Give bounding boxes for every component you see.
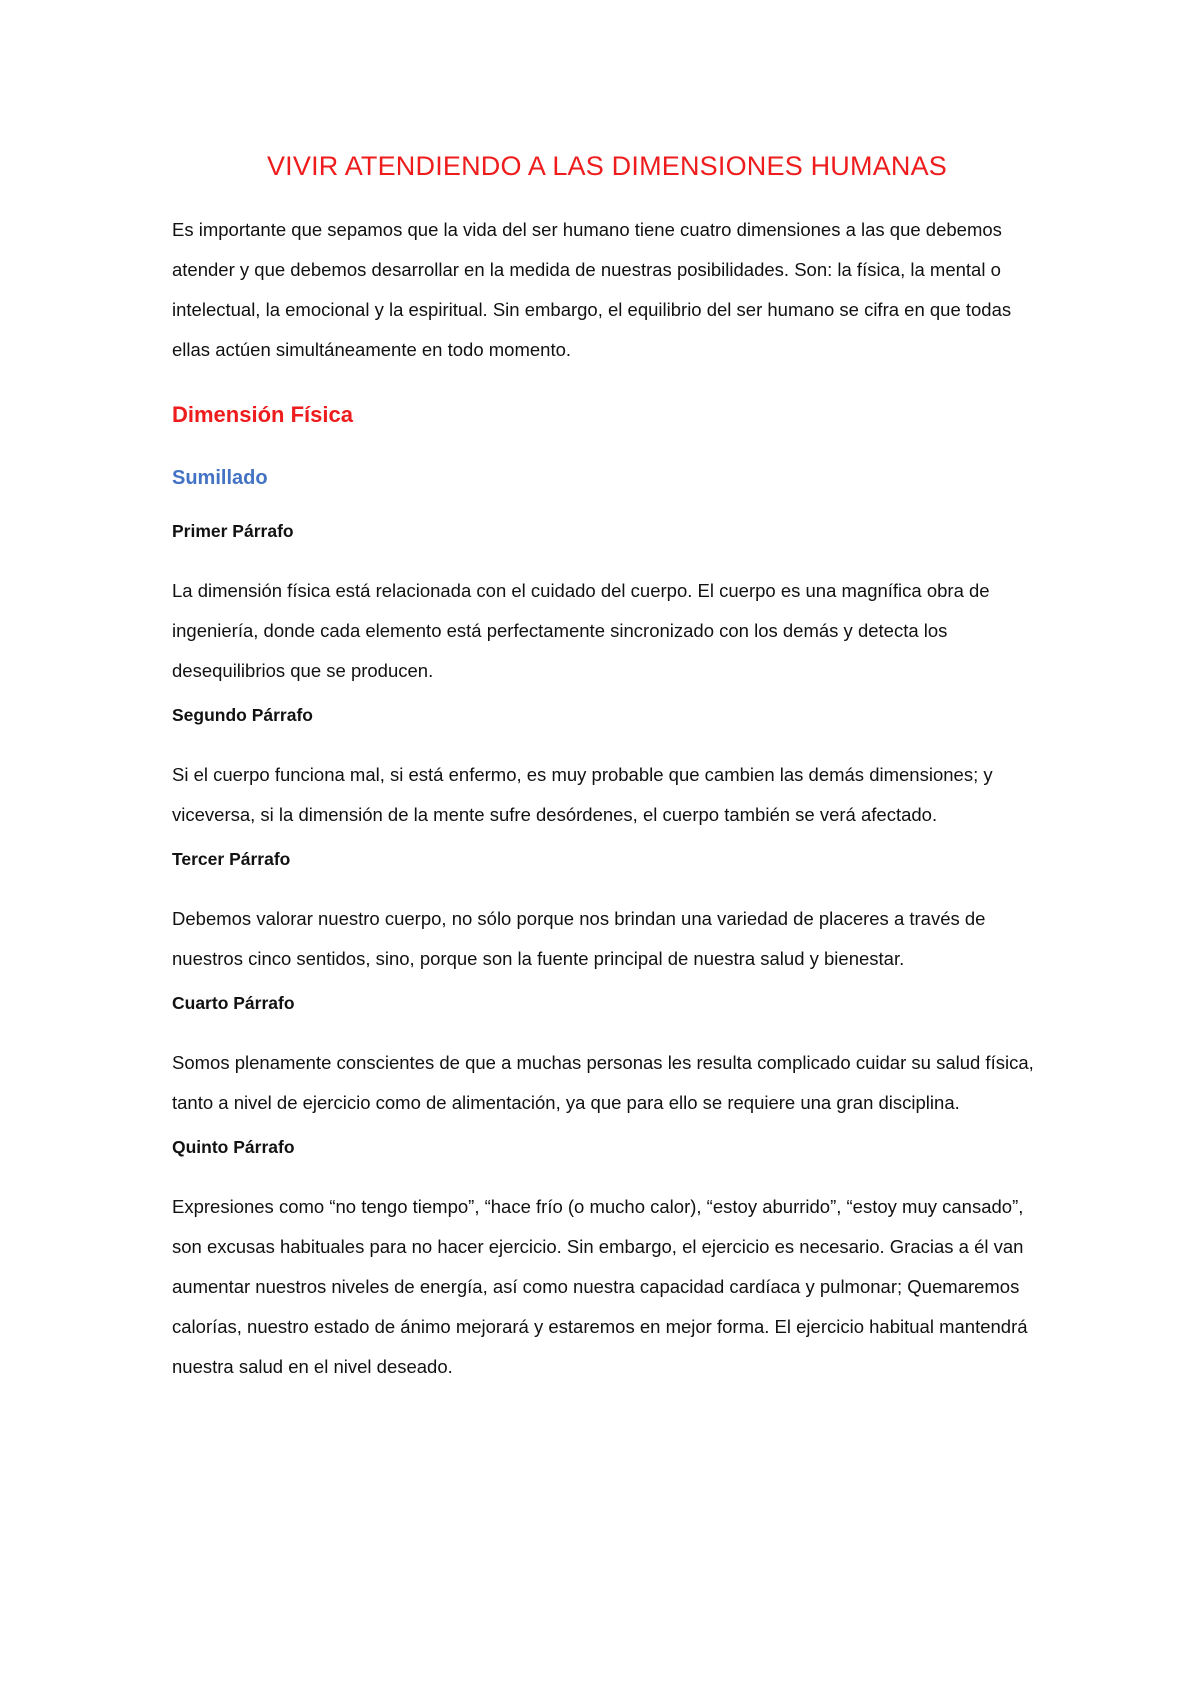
paragraph-text-5: Expresiones como “no tengo tiempo”, “hace frío (o mucho calor), “estoy aburrido”, “estoy muy cansado”, son excusas habituales para no hacer ejercicio. Sin embargo, el ejercicio es necesario. Gracias a él van aumentar nuestros niveles de energía, así como nuestra capacidad cardíaca y pulmonar; Quemaremos calorías, nuestro estado de ánimo mejorará y estaremos en mejor forma. El ejercicio habitual mantendrá nuestra salud en el nivel deseado.	[172, 1196, 1028, 1377]
paragraph-heading-5: Quinto Párrafo	[172, 1137, 295, 1157]
paragraph-heading-3: Tercer Párrafo	[172, 849, 291, 869]
paragraph-heading-2: Segundo Párrafo	[172, 705, 313, 725]
paragraph-heading-4: Cuarto Párrafo	[172, 993, 295, 1013]
paragraph-text-1: La dimensión física está relacionada con el cuidado del cuerpo. El cuerpo es una magnífica obra de ingeniería, donde cada elemento está perfectamente sincronizado con los demás y detecta los desequilibrios que se producen.	[172, 580, 990, 681]
paragraph-text-2: Si el cuerpo funciona mal, si está enfermo, es muy probable que cambien las demás dimensiones; y viceversa, si la dimensión de la mente sufre desórdenes, el cuerpo también se verá afectado.	[172, 764, 993, 825]
section-heading: Dimensión Física	[172, 402, 353, 427]
paragraph-text-4: Somos plenamente conscientes de que a muchas personas les resulta complicado cuidar su salud física, tanto a nivel de ejercicio como de alimentación, ya que para ello se requiere una gran disciplina.	[172, 1052, 1034, 1113]
paragraph-heading-1: Primer Párrafo	[172, 521, 294, 541]
document-body	[172, 148, 1042, 1387]
intro-paragraph: Es importante que sepamos que la vida del ser humano tiene cuatro dimensiones a las que debemos atender y que debemos desarrollar en la medida de nuestras posibilidades. Son: la física, la mental o intelectual, la emocional y la espiritual. Sin embargo, el equilibrio del ser humano se cifra en que todas ellas actúen simultáneamente en todo momento.	[172, 219, 1012, 360]
document-title: VIVIR ATENDIENDO A LAS DIMENSIONES HUMANAS	[266, 151, 948, 181]
paragraph-text-3: Debemos valorar nuestro cuerpo, no sólo porque nos brindan una variedad de placeres a través de nuestros cinco sentidos, sino, porque son la fuente principal de nuestra salud y bienestar.	[172, 908, 986, 969]
subsection-heading: Sumillado	[172, 467, 268, 489]
